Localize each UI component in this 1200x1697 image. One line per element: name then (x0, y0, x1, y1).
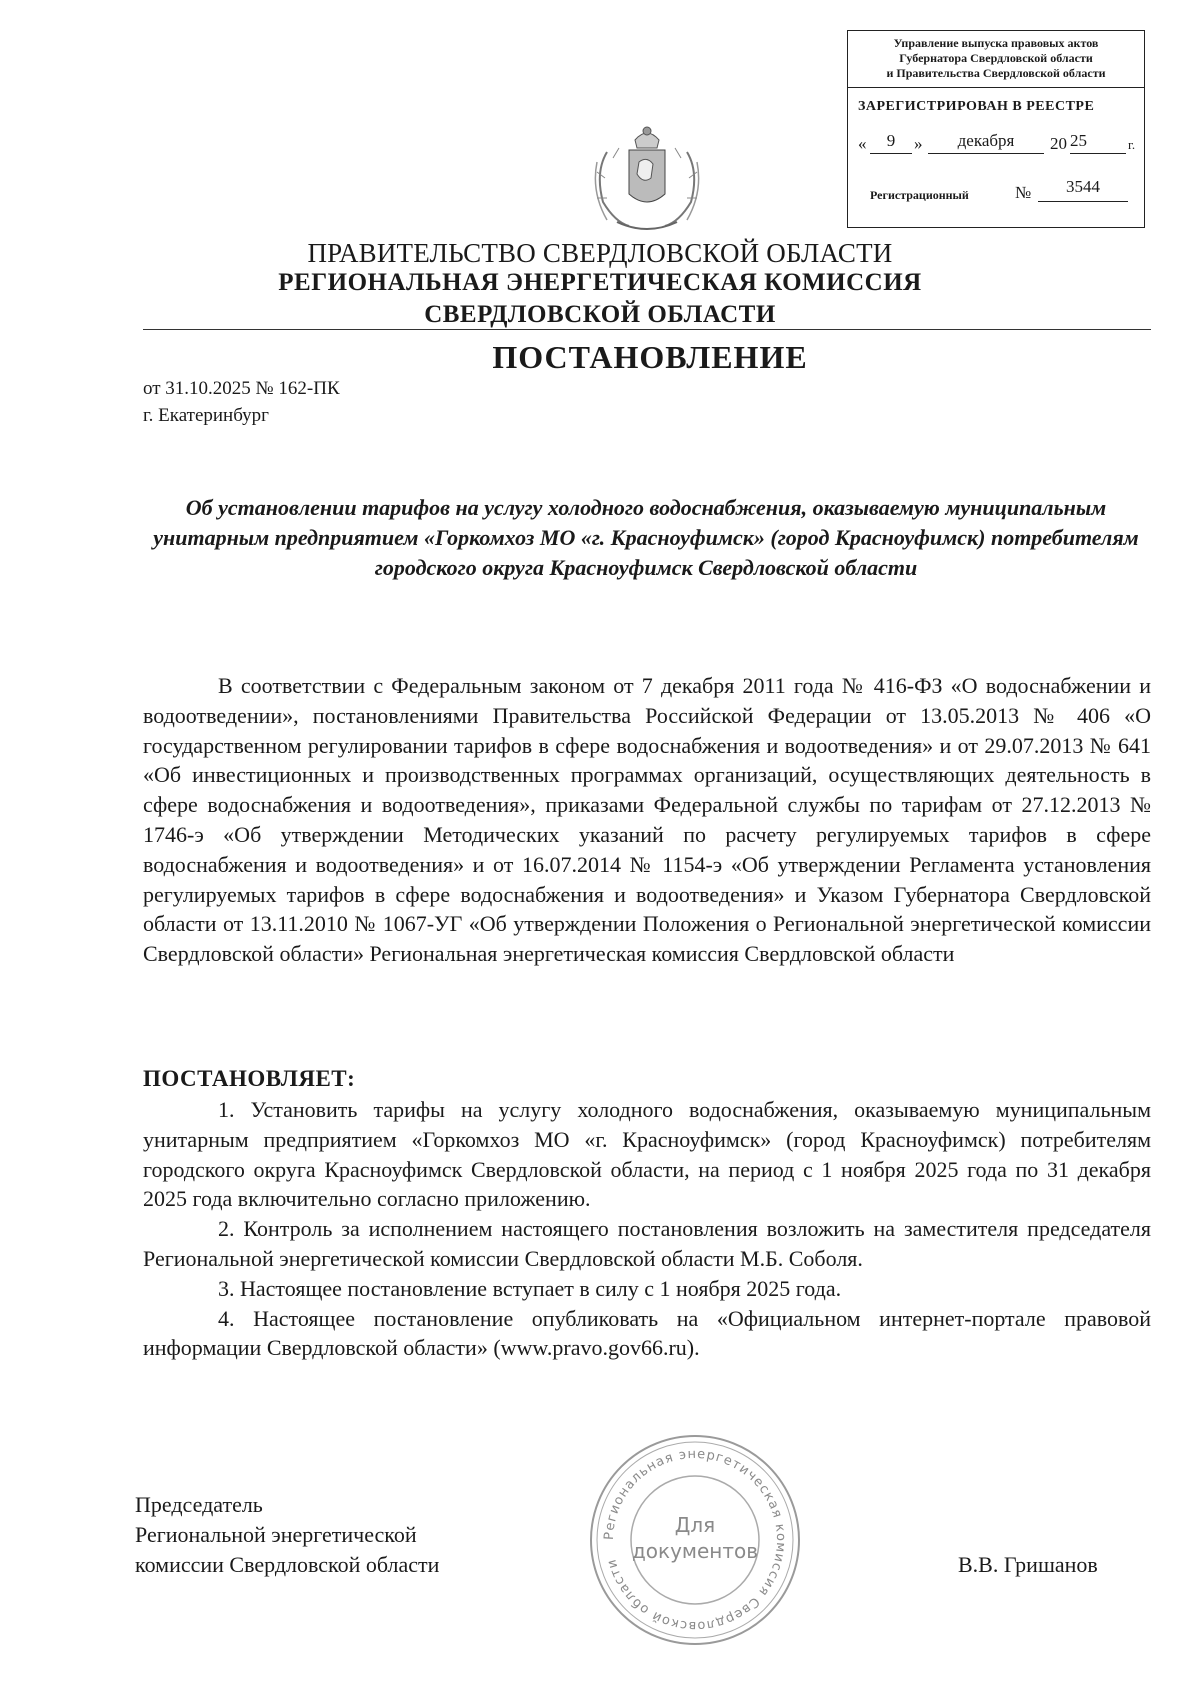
decree-item: 2. Контроль за исполнением настоящего постановления возложить на заместителя председателя Региональной энергетической комиссии Свердловской области М.Б. Соболя. (143, 1216, 1151, 1271)
government-title: ПРАВИТЕЛЬСТВО СВЕРДЛОВСКОЙ ОБЛАСТИ (307, 238, 893, 268)
registry-number-label: Регистрационный (870, 188, 969, 202)
official-seal (585, 1430, 805, 1650)
signatory-position-line: комиссии Свердловской области (135, 1552, 440, 1577)
decides-label: ПОСТАНОВЛЯЕТ: (143, 1066, 356, 1091)
decree-items (143, 1095, 1151, 1363)
commission-title-line1: РЕГИОНАЛЬНАЯ ЭНЕРГЕТИЧЕСКАЯ КОМИССИЯ (278, 269, 922, 296)
registry-stamp-header-line: Губернатора Свердловской области (899, 51, 1093, 65)
seal-ring-text: Региональная энергетическая комиссия Свердловской области (601, 1446, 789, 1634)
signatory-position (135, 1490, 439, 1580)
document-subject: Об установлении тарифов на услугу холодного водоснабжения, оказываемую муниципальным унитарным предприятием «Горкомхоз МО «г. Красноуфимск» (город Красноуфимск) потребителям городского округа Красноуфимск Свердловской области (153, 495, 1139, 580)
header-divider (143, 329, 1151, 330)
commission-title-line2: СВЕРДЛОВСКОЙ ОБЛАСТИ (424, 301, 776, 328)
signatory-position-line: Региональной энергетической (135, 1522, 417, 1547)
seal-center-line2: документов (631, 1539, 759, 1563)
registry-month: декабря (928, 131, 1044, 154)
preamble-paragraph: В соответствии с Федеральным законом от 7 декабря 2011 года № 416-ФЗ «О водоснабжении и водоотведении», постановлениями Правительства Российской Федерации от 13.05.2013 № 406 «О государственном регулировании тарифов в сфере водоснабжения и водоотведения» и от 29.07.2013 № 641 «Об инвестиционных и производственных программах организаций, осуществляющих деятельность в сфере водоснабжения и водоотведения», приказами Федеральной службы по тарифам от 27.12.2013 № 1746-э «Об утверждении Методических указаний по расчету регулируемых тарифов в сфере водоснабжения и водоотведения» и от 16.07.2014 № 1154-э «Об утверждении Регламента установления регулируемых тарифов в сфере водоснабжения и водоотведения» и Указом Губернатора Свердловской области от 13.11.2010 № 1067-УГ «Об утверждении Положения о Региональной энергетической комиссии Свердловской области» Региональная энергетическая комиссия Свердловской области (143, 673, 1151, 967)
coat-of-arms-emblem (577, 122, 717, 240)
decree-item: 4. Настоящее постановление опубликовать на «Официальном интернет-портале правовой информации Свердловской области» (www.pravo.gov66.ru). (143, 1305, 1151, 1361)
registry-stamp (847, 30, 1145, 228)
registry-year-suffix: 25 (1070, 131, 1126, 154)
registry-day: 9 (870, 131, 912, 154)
registry-stamp-title: ЗАРЕГИСТРИРОВАН В РЕЕСТРЕ (858, 99, 1095, 114)
registry-stamp-header-line: Управление выпуска правовых актов (893, 36, 1099, 50)
decree-item: 1. Установить тарифы на услугу холодного водоснабжения, оказываемую муниципальным унитарным предприятием «Горкомхоз МО «г. Красноуфимск» (город Красноуфимск) потребителям городского округа Красноуфимск Свердловской области, на период с 1 ноября 2025 года по 31 декабря 2025 года включительно согласно приложению. (143, 1097, 1151, 1212)
seal-center-line1: Для (674, 1513, 716, 1537)
document-city: г. Екатеринбург (143, 405, 269, 426)
registry-year-label: г. (1128, 137, 1136, 152)
signatory-name: В.В. Гришанов (958, 1552, 1098, 1577)
decree-item: 3. Настоящее постановление вступает в силу с 1 ноября 2025 года. (218, 1275, 842, 1301)
registry-stamp-header (848, 31, 1144, 88)
registry-date-open-quote: « (858, 134, 867, 153)
signatory-position-line: Председатель (135, 1492, 263, 1517)
registry-number: 3544 (1038, 177, 1128, 202)
document-date-number: от 31.10.2025 № 162-ПК (143, 378, 340, 399)
document-type-title: ПОСТАНОВЛЕНИЕ (492, 339, 808, 375)
registry-number-sign: № (1015, 183, 1032, 202)
registry-date-close-quote: » (914, 134, 923, 153)
registry-date (856, 131, 1138, 155)
registry-year-prefix: 20 (1050, 134, 1067, 153)
registry-stamp-header-line: и Правительства Свердловской области (886, 66, 1106, 80)
